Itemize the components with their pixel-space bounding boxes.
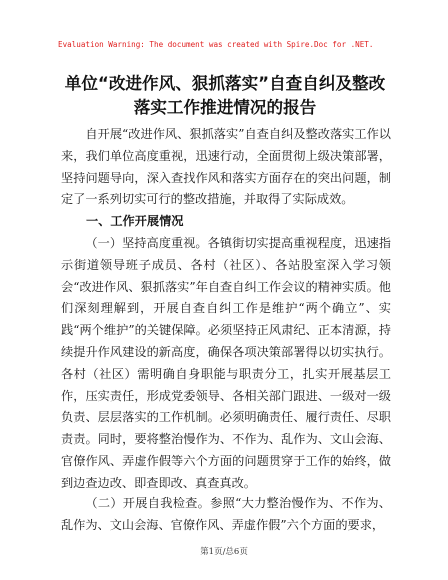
evaluation-watermark: Evaluation Warning: The document was created with Spire.Doc for .NET. <box>58 40 374 49</box>
document-title-line2: 落实工作推进情况的报告 <box>133 98 317 117</box>
section-heading-work-status: 一、工作开展情况 <box>86 214 184 228</box>
document-title-line1: 单位“改进作风、狠抓落实”自查自纠及整改 <box>64 74 386 93</box>
paragraph-high-priority: （一）坚持高度重视。各镇街切实提高重视程度，迅速指示街道领导班子成员、各村（社区）、各站股室深入学习领会“改进作风、狠抓落实”年自查自纠工作会议的精神实质。他们深刻理解到，开展自查自纠工作是维护“两个确立”、实践“两个维护”的关键保障。必须坚持正风肃纪、正本清源，持续提升作风建设的新高度，确保各项决策部署得以切实执行。各村（社区）需明确自身职能与职责分工，扎实开展基层工作，压实责任，形成党委领导、各相关部门跟进、一级对一级负责、层层落实的工作机制。必须明确责任、履行责任、尽职责责。同时，要将整治慢作为、不作为、乱作为、文山会海、官僚作风、弄虚作假等六个方面的问题贯穿于工作的始终，做到边查边改、即查即改、真查真改。 <box>61 236 391 490</box>
page-number-footer: 第1页/总6页 <box>200 547 248 557</box>
intro-paragraph: 自开展“改进作风、狠抓落实”自查自纠及整改落实工作以来，我们单位高度重视，迅速行动，全面贯彻上级决策部署，坚持问题导向，深入查找作风和落实方面存在的突出问题，制定了一系列切实可行的整改措施，并取得了实际成效。 <box>61 127 391 207</box>
paragraph-self-inspection: （二）开展自我检查。参照“大力整治慢作为、不作为、乱作为、文山会海、官僚作风、弄虚作假”六个方面的要求， <box>61 496 391 532</box>
